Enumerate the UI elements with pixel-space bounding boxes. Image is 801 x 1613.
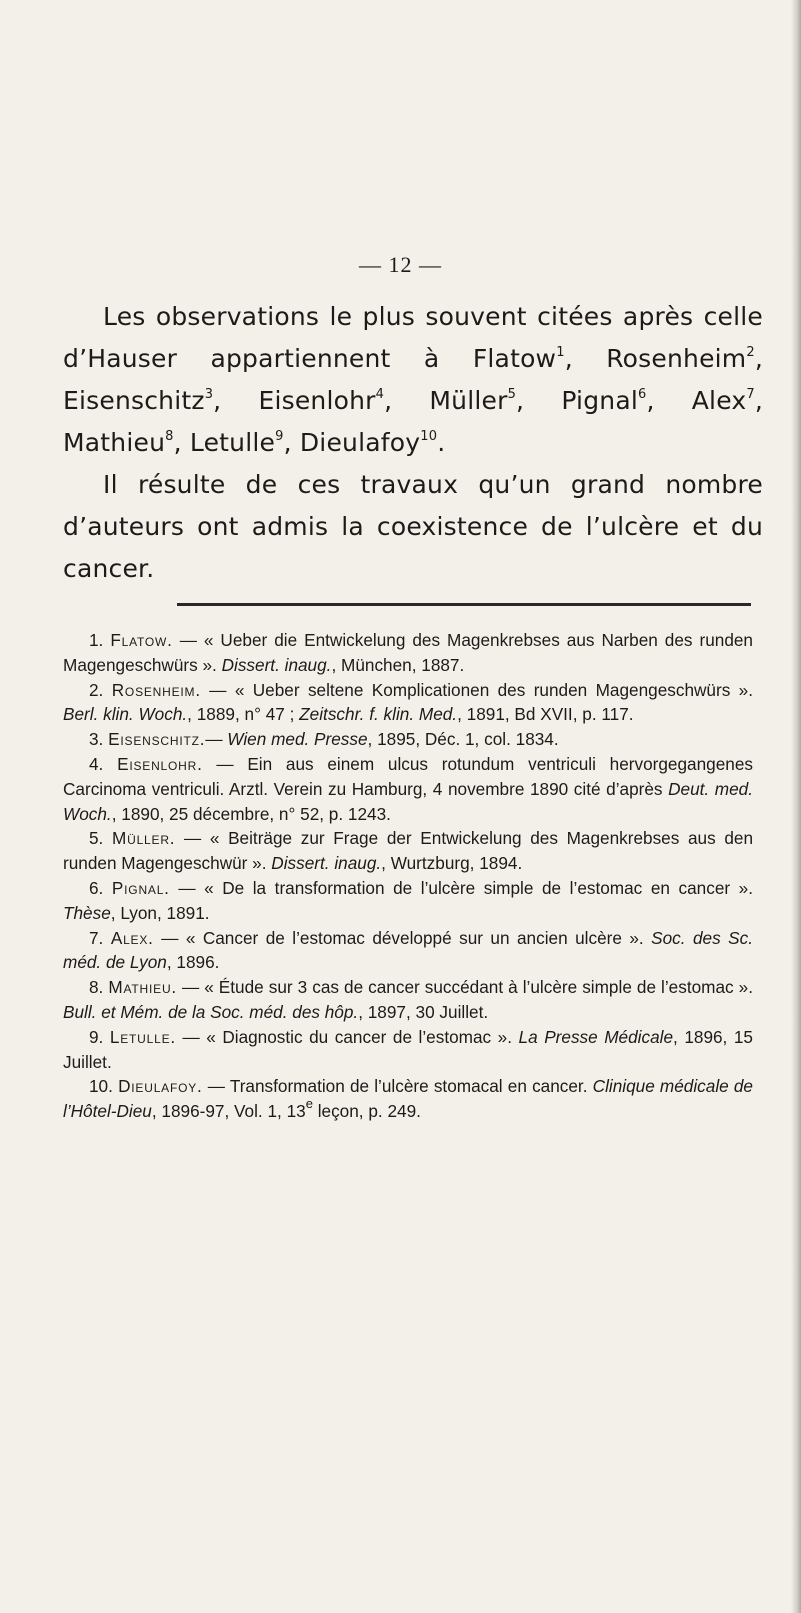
footnote-text: — « De la transformation de l’ulcère simple de l’estomac en cancer ». xyxy=(169,877,753,898)
footnote-separator-rule xyxy=(177,603,751,606)
footnote-text: , Wurtzburg, 1894. xyxy=(381,853,523,874)
footnote-source: Wien med. Presse xyxy=(227,729,368,750)
text-span: , Alex xyxy=(646,386,747,415)
footnote-number: 1. xyxy=(89,630,104,650)
paragraph-1 xyxy=(63,296,763,464)
footnote-author: Flatow. xyxy=(110,630,173,650)
footnote xyxy=(63,975,753,1025)
footnote-ref: 9 xyxy=(275,428,284,444)
footnote xyxy=(63,876,753,926)
page-number: — 12 — xyxy=(359,252,442,277)
ordinal-suffix: e xyxy=(305,1096,313,1112)
footnote-number: 6. xyxy=(89,877,104,898)
footnote-text: — « Cancer de l’estomac développé sur un ancien ulcère ». xyxy=(153,927,652,948)
footnote-ref: 3 xyxy=(204,386,214,402)
footnote-text: , München, 1887. xyxy=(331,654,465,675)
text-span: , Mathieu xyxy=(63,386,763,457)
footnote-ref: 5 xyxy=(507,386,517,402)
footnote-author: Alex. xyxy=(110,927,154,948)
footnote-text: , Lyon, 1891. xyxy=(110,902,210,923)
footnote xyxy=(63,926,753,976)
footnote-ref: 10 xyxy=(420,428,438,444)
footnote-text: , 1896, 15 Juillet. xyxy=(63,1026,753,1072)
text-span: , Rosenheim xyxy=(564,344,747,373)
footnote-author: Dieulafoy. xyxy=(118,1076,203,1097)
body-text xyxy=(63,296,763,590)
text-span: , Müller xyxy=(384,386,508,415)
footnote-source: Thèse xyxy=(63,902,111,923)
text-span: , Eisenschitz xyxy=(63,344,763,415)
text-span: . xyxy=(437,428,446,457)
footnote-ref: 2 xyxy=(746,344,755,360)
footnote-author: Letulle. xyxy=(109,1026,176,1047)
footnote-text: — « Ueber seltene Komplicationen des runden Magengeschwürs ». xyxy=(200,679,753,700)
footnote-text: — « Étude sur 3 cas de cancer succédant à l’ulcère simple de l’estomac ». xyxy=(176,977,753,998)
page-edge-shadow xyxy=(791,0,801,1613)
footnote-text: , 1890, 25 décembre, n° 52, p. 1243. xyxy=(111,803,391,824)
footnote-text: , 1896. xyxy=(166,952,220,973)
footnote-author: Müller. xyxy=(112,828,176,849)
footnote-number: 8. xyxy=(89,977,104,998)
footnote-text: — Ein aus einem ulcus rotundum ventriculi hervorgegangenes Carcinoma ventriculi. Arztl. Verein zu Hamburg, 4 novembre 1890 cité d’après xyxy=(63,753,753,799)
footnote-text: , 1889, n° 47 ; xyxy=(187,704,300,725)
footnote-source: Soc. des Sc. méd. de Lyon xyxy=(63,927,753,973)
text-span: , Eisenlohr xyxy=(213,386,376,415)
footnote-source: La Presse Médicale xyxy=(518,1026,674,1047)
footnote-source: Bull. et Mém. de la Soc. méd. des hôp. xyxy=(63,1001,359,1022)
text-span: , Dieulafoy xyxy=(283,428,421,457)
footnote-author: Pignal. xyxy=(111,877,170,898)
footnote xyxy=(63,1074,753,1124)
footnote-author: Mathieu. xyxy=(108,977,177,998)
footnote-text: , 1896-97, Vol. 1, 13 xyxy=(151,1101,306,1122)
footnote-number: 7. xyxy=(89,927,104,948)
footnote-text: — « Beiträge zur Frage der Entwickelung des Magenkrebses aus den runden Magengeschwür ». xyxy=(63,828,753,874)
footnote-number: 4. xyxy=(89,753,104,774)
footnote xyxy=(63,826,753,876)
footnote-author: Eisenlohr. xyxy=(117,753,203,774)
footnote-ref: 1 xyxy=(556,344,565,360)
footnote-author: Rosenheim. xyxy=(111,679,201,700)
footnote xyxy=(63,727,753,752)
footnote-ref: 4 xyxy=(375,386,385,402)
footnote-source: Deut. med. Woch. xyxy=(63,778,753,824)
paragraph-2: Il résulte de ces travaux qu’un grand nombre d’auteurs ont admis la coexistence de l’ulcère et du cancer. xyxy=(63,470,763,583)
footnote-number: 10. xyxy=(89,1076,113,1097)
footnote-number: 5. xyxy=(89,828,104,849)
footnote xyxy=(63,752,753,826)
footnote-text: , 1897, 30 Juillet. xyxy=(358,1001,489,1022)
footnote-text: — « Ueber die Entwickelung des Magenkrebses aus Narben des runden Magengeschwürs ». xyxy=(63,630,753,675)
text-span: , Letulle xyxy=(173,428,276,457)
footnote-text: , 1891, Bd XVII, p. 117. xyxy=(457,704,634,725)
footnote-text: — « Diagnostic du cancer de l’estomac ». xyxy=(175,1026,519,1047)
footnote-author: Eisenschitz. xyxy=(108,729,206,750)
text-span: Les observations le plus souvent citées après celle d’Hauser appartiennent à Flatow xyxy=(63,302,763,373)
footnote-ref: 6 xyxy=(637,386,647,402)
footnote-source: Dissert. inaug. xyxy=(271,853,382,874)
footnotes xyxy=(63,628,753,1124)
footnote-text: — Transformation de l’ulcère stomacal en cancer. xyxy=(202,1076,593,1097)
footnote-source: Dissert. inaug. xyxy=(221,654,332,675)
footnote-number: 2. xyxy=(89,679,104,700)
footnote-text: leçon, p. 249. xyxy=(312,1101,421,1122)
footnote xyxy=(63,678,753,728)
footnote-source: Berl. klin. Woch. xyxy=(63,704,188,725)
text-span: , Pignal xyxy=(516,386,638,415)
footnote-text: — xyxy=(205,729,228,750)
footnote xyxy=(63,1025,753,1075)
footnote-source: Clinique médicale de l’Hôtel-Dieu xyxy=(63,1076,753,1122)
footnote-number: 9. xyxy=(89,1026,104,1047)
footnote-source: Zeitschr. f. klin. Med. xyxy=(299,704,458,725)
footnote-text: , 1895, Déc. 1, col. 1834. xyxy=(367,729,559,750)
footnote-ref: 7 xyxy=(746,386,755,402)
footnote-number: 3. xyxy=(89,729,104,750)
footnote xyxy=(63,628,753,678)
footnote-ref: 8 xyxy=(165,428,174,444)
